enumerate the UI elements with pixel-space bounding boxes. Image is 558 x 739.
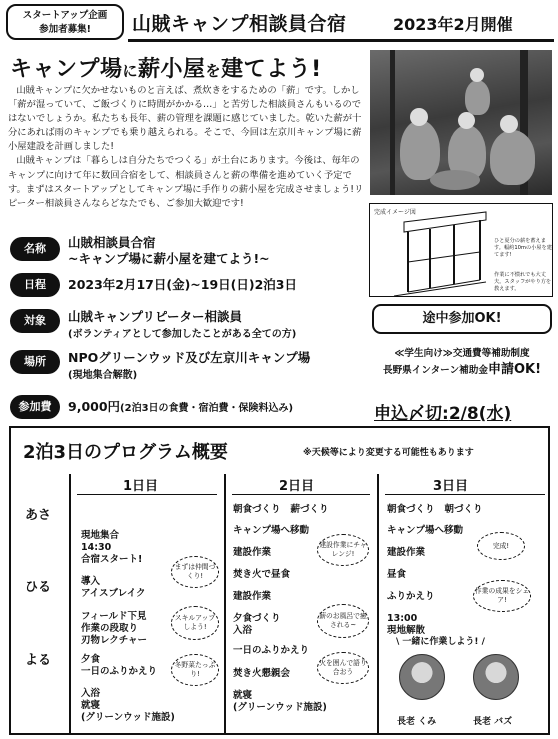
day3-item: 13:00 <box>387 613 418 624</box>
headline-part4: を <box>205 62 222 80</box>
sketch-note: ひと夏分の薪を蓄えます。幅約10mの小屋を建てます! <box>494 238 552 258</box>
camp-photo <box>370 50 552 195</box>
day3-item <box>387 504 482 516</box>
tag-line1: スタートアップ企画 <box>22 10 108 21</box>
day3-breakfast: 朝食づくり <box>387 504 435 515</box>
column-divider <box>69 474 71 734</box>
subsidy-note <box>372 346 552 379</box>
staff-name-kumi: 長老 くみ <box>397 717 437 727</box>
day3-item: 昼食 <box>387 569 407 580</box>
event-date: 2023年2月開催 <box>393 15 513 34</box>
period-noon: ひる <box>25 580 52 595</box>
day2-item: 夕食づくり <box>233 613 281 624</box>
day1-item: (グリーンウッド施設) <box>81 712 175 723</box>
info-place-line1: NPOグリーンウッド及び左京川キャンプ場 <box>68 350 311 365</box>
info-fee-line1 <box>68 399 293 416</box>
day3-second: 朝づくり <box>444 504 483 515</box>
info-label-fee: 参加費 <box>10 395 60 419</box>
day1-item: 現地集合 <box>81 530 120 541</box>
day3-bubble: 完成! <box>477 532 525 560</box>
info-place-line2: (現地集合解散) <box>68 370 138 381</box>
info-label-schedule: 日程 <box>10 273 60 297</box>
tag-line2: 参加者募集! <box>39 24 91 35</box>
day2-header: 2日目 <box>279 479 315 494</box>
headline-part2: に <box>122 62 139 80</box>
info-label-name: 名称 <box>10 237 60 261</box>
header-divider <box>128 39 554 42</box>
recruit-tag <box>6 4 124 40</box>
day2-item <box>233 504 328 516</box>
day1-item: 就寝 <box>81 700 101 711</box>
info-label-place: 場所 <box>10 350 60 374</box>
intro-paragraph-1: 山賊キャンプに欠かせないものと言えば、煮炊きをするための「薪」です。しかし「薪が湿っていて、ご飯づくりに時間がかかる…」と苦労した相談員さんもいるのではないでしょうか。私たちも長年、薪の管理を課題に感じていました。乾いた薪が十分にあれば雨のキャンプでも乗り越えられる。そこで、今回は左京川キャンプ場に薪小屋建設を計画しました! <box>8 85 362 153</box>
day1-item: 入浴 <box>81 688 101 699</box>
subsidy-line2a: 長野県インターン補助金 <box>382 365 488 376</box>
day2-item: 一日のふりかえり <box>233 645 310 656</box>
day1-item: 合宿スタート! <box>81 554 143 565</box>
subsidy-line2b: 申請OK! <box>487 362 542 377</box>
day3-item: 現地解散 <box>387 625 426 636</box>
column-divider <box>224 474 226 734</box>
fee-detail: (2泊3日の食費・宿泊費・保険料込み) <box>120 403 294 414</box>
fee-amount: 9,000円 <box>68 399 121 414</box>
info-schedule-line1: 2023年2月17日(金)~19日(日)2泊3日 <box>68 277 297 292</box>
info-target-line1: 山賊キャンプリピーター相談員 <box>68 309 243 324</box>
day2-bubble: 火を囲んで語り合おう <box>317 652 369 684</box>
day1-item: 14:30 <box>81 542 112 553</box>
staff-avatar-buzz <box>473 654 519 700</box>
period-night: よる <box>25 653 52 668</box>
day1-header: 1日目 <box>123 479 159 494</box>
page-title: 山賊キャンプ相談員合宿 <box>132 13 347 35</box>
day1-bubble: まずは仲間づくり! <box>171 556 219 588</box>
day2-bubble: 建設作業にチャレンジ! <box>317 534 369 566</box>
day1-item: 一日のふりかえり <box>81 666 158 677</box>
day3-item: 建設作業 <box>387 547 426 558</box>
day1-item: フィールド下見 <box>81 611 147 622</box>
day2-item: 焚き火懇親会 <box>233 668 291 679</box>
hut-sketch <box>369 203 553 297</box>
day3-bubble: 作業の成果をシェア! <box>473 580 531 612</box>
staff-name-buzz: 長老 バズ <box>473 717 513 727</box>
day3-item: キャンプ場へ移動 <box>387 525 464 536</box>
day1-bubble: 冬野菜たっぷり! <box>171 654 219 686</box>
day2-item: 就寝 <box>233 690 253 701</box>
day1-item: 夕食 <box>81 654 101 665</box>
headline <box>10 52 322 83</box>
midway-badge: 途中参加OK! <box>372 304 552 334</box>
program-title: 2泊3日のプログラム概要 <box>23 442 228 463</box>
day2-firewood: 薪づくり <box>290 504 329 515</box>
intro-paragraph-2: 山賊キャンプは「暮らしは自分たちでつくる」が土台にあります。今後は、毎年のキャンプに向けて年に数回合宿をして、相談員さんと薪の準備を進めていく予定です。まずはスタートアップとしてキャンプ場に手作りの薪小屋を完成させましょう!リピーター相談員さんならどなたでも、ご参加大歓迎です! <box>8 155 364 209</box>
day1-item: 刃物レクチャー <box>81 635 148 646</box>
day2-item: (グリーンウッド施設) <box>233 702 327 713</box>
staff-avatar-kumi <box>399 654 445 700</box>
sketch-label: 完成イメージ図 <box>374 209 416 216</box>
info-name-line1: 山賊相談員合宿 <box>68 235 156 250</box>
day2-breakfast: 朝食づくり <box>233 504 281 515</box>
day2-item: キャンプ場へ移動 <box>233 525 310 536</box>
info-label-target: 対象 <box>10 309 60 333</box>
deadline <box>374 399 511 424</box>
day2-bubble: 薪のお風呂で癒される~ <box>317 604 369 638</box>
program-note: ※天候等により変更する可能性もあります <box>303 448 474 458</box>
headline-part3: 薪小屋 <box>138 57 206 82</box>
together-caption: \ 一緒に作業しよう! / <box>396 637 485 647</box>
headline-part5: 建てよう! <box>221 57 322 82</box>
woodshed-drawing-icon <box>374 210 494 300</box>
day3-rule <box>385 494 545 495</box>
day1-bubble: スキルアップしよう! <box>171 606 219 640</box>
day1-rule <box>77 494 217 495</box>
info-target-line2: (ボランティアとして参加したことがある全ての方) <box>68 329 297 340</box>
deadline-label: 申込〆切: <box>374 404 449 424</box>
day2-rule <box>232 494 370 495</box>
headline-part1: キャンプ場 <box>10 57 123 82</box>
column-divider <box>377 474 379 734</box>
deadline-date: 2/8(水) <box>448 404 512 424</box>
day1-item: 作業の段取り <box>81 623 139 634</box>
day2-item: 焚き火で昼食 <box>233 569 291 580</box>
info-name-line2: ~キャンプ場に薪小屋を建てよう!~ <box>68 251 270 266</box>
program-box <box>9 426 550 735</box>
day2-item: 建設作業 <box>233 591 272 602</box>
day2-item: 建設作業 <box>233 547 272 558</box>
day1-item: 導入 <box>81 576 101 587</box>
subsidy-line1: ≪学生向け≫交通費等補助制度 <box>394 348 530 359</box>
subsidy-line2 <box>372 362 552 379</box>
day3-header: 3日目 <box>433 479 469 494</box>
period-morning: あさ <box>25 508 52 523</box>
day3-item: ふりかえり <box>387 591 435 602</box>
intro-text <box>8 84 364 211</box>
day1-item: アイスブレイク <box>81 588 146 599</box>
sketch-note-2: 作業に不慣れでも大丈夫。スタッフがやり方を教えます。 <box>494 272 552 292</box>
day2-item: 入浴 <box>233 625 253 636</box>
